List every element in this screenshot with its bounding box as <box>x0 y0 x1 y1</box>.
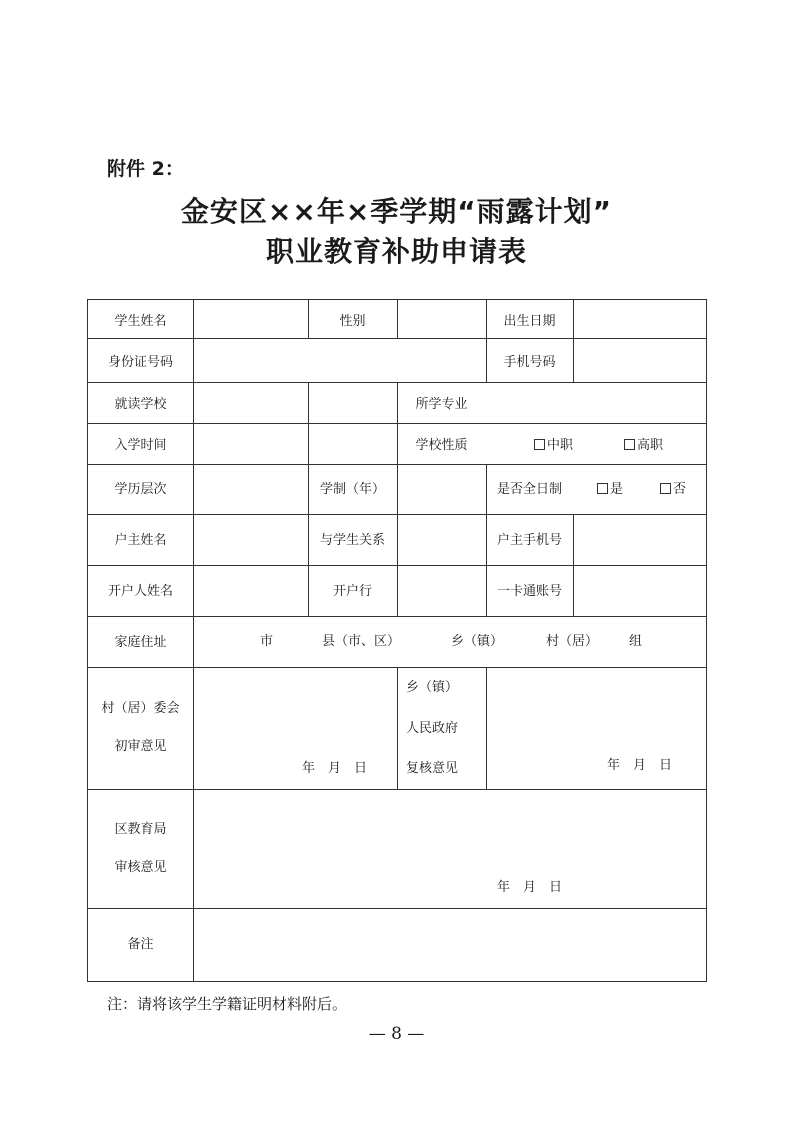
label-enroll-time: 入学时间 <box>114 438 167 453</box>
label-remarks: 备注 <box>127 937 154 952</box>
label-card-no: 一卡通账号 <box>496 584 562 599</box>
label-school-type: 学校性质 <box>415 438 468 453</box>
checkbox-zhongzhi[interactable] <box>534 438 573 454</box>
label-id-number: 身份证号码 <box>107 355 173 370</box>
label-education-bureau: 区教育局 <box>114 822 167 837</box>
column-divider <box>397 667 398 789</box>
label-relation: 与学生关系 <box>319 533 385 548</box>
address-county: 县（市、区） <box>322 634 401 649</box>
row-divider <box>88 908 707 909</box>
application-form-table <box>87 299 707 982</box>
label-town-government: 人民政府 <box>406 721 459 736</box>
label-account-name: 开户人姓名 <box>107 584 173 599</box>
label-bank: 开户行 <box>332 584 372 599</box>
checkbox-no[interactable] <box>660 482 686 498</box>
label-birth-date: 出生日期 <box>503 314 556 329</box>
column-divider <box>397 300 398 338</box>
label-gender: 性别 <box>339 314 366 329</box>
label-edu-level: 学历层次 <box>114 482 167 497</box>
label-fulltime: 是否全日制 <box>496 482 562 497</box>
form-title-line-2: 职业教育补助申请表 <box>265 235 527 268</box>
label-head-phone: 户主手机号 <box>496 533 562 548</box>
label-address: 家庭住址 <box>114 635 167 650</box>
label-student-name: 学生姓名 <box>114 314 167 329</box>
label-bureau-review: 审核意见 <box>114 860 167 875</box>
attachment-label: 附件 2： <box>107 158 184 180</box>
row-divider <box>88 789 707 790</box>
address-village: 村（居） <box>546 634 599 649</box>
bureau-review-date: 年 月 日 <box>497 880 563 895</box>
label-recheck-review: 复核意见 <box>406 761 459 776</box>
label-town: 乡（镇） <box>406 680 459 695</box>
checkbox-yes-label: 是 <box>610 482 624 497</box>
town-review-date: 年 月 日 <box>607 758 673 773</box>
checkbox-icon <box>534 439 545 450</box>
column-divider <box>486 667 487 789</box>
village-review-date: 年 月 日 <box>302 761 368 776</box>
column-divider <box>397 464 398 616</box>
column-divider <box>308 382 309 616</box>
label-major: 所学专业 <box>415 397 468 412</box>
row-divider <box>88 338 707 339</box>
label-village-committee: 村（居）委会 <box>101 701 180 716</box>
column-divider <box>193 300 194 982</box>
label-household-head: 户主姓名 <box>114 533 167 548</box>
checkbox-icon <box>597 483 608 494</box>
checkbox-yes[interactable] <box>597 482 623 498</box>
column-divider <box>573 514 574 616</box>
address-city: 市 <box>260 634 274 649</box>
row-divider <box>88 616 707 617</box>
page-number: — 8 — <box>368 1024 425 1044</box>
checkbox-icon <box>624 439 635 450</box>
form-title-line-1: 金安区××年×季学期“雨露计划” <box>180 195 613 228</box>
checkbox-gaozhi-label: 高职 <box>637 438 664 453</box>
label-duration: 学制（年） <box>319 482 385 497</box>
label-phone: 手机号码 <box>503 355 556 370</box>
checkbox-zhongzhi-label: 中职 <box>547 438 574 453</box>
checkbox-no-label: 否 <box>673 482 687 497</box>
address-town: 乡（镇） <box>451 634 504 649</box>
address-group: 组 <box>629 634 643 649</box>
footnote: 注：请将该学生学籍证明材料附后。 <box>107 995 348 1013</box>
checkbox-gaozhi[interactable] <box>624 438 663 454</box>
label-school: 就读学校 <box>114 397 167 412</box>
label-initial-review: 初审意见 <box>114 739 167 754</box>
checkbox-icon <box>660 483 671 494</box>
column-divider <box>573 300 574 382</box>
